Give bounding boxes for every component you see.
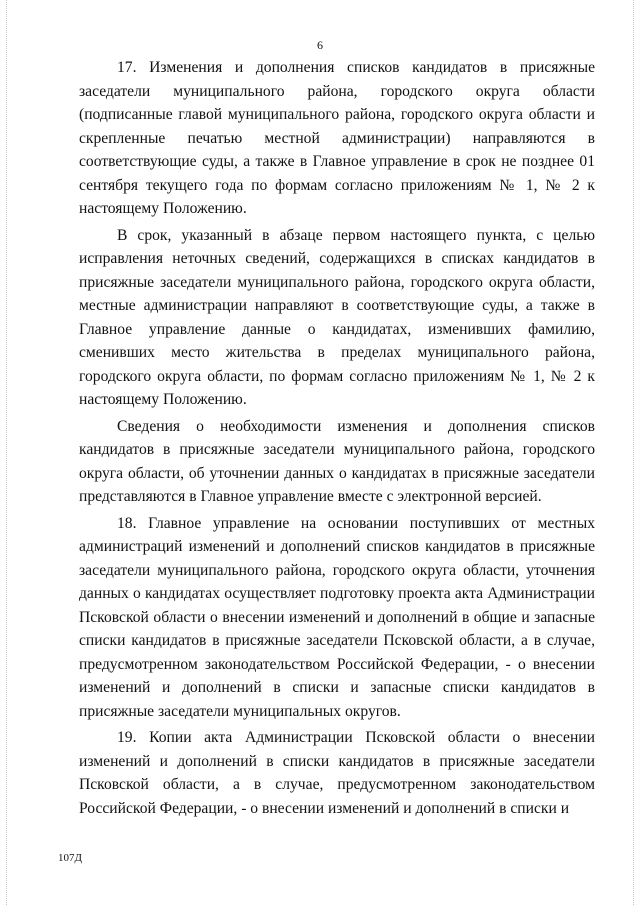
- left-margin-line: [6, 0, 7, 905]
- page-number: 6: [317, 38, 323, 52]
- paragraph-17-electronic-version: Сведения о необходимости изменения и дополнения списков кандидатов в присяжные заседатели муниципального района, городского округа области, об уточнении данных о кандидатах в присяжные заседатели представляются в Главное управление вместе с электронной версией.: [79, 417, 595, 505]
- document-body: [79, 56, 595, 823]
- footer-code: 107Д: [58, 852, 83, 864]
- paragraph-19: 19. Копии акта Администрации Псковской области о внесении изменений и дополнений в списки кандидатов в присяжные заседатели Псковской области, а в случае, предусмотренном законодательством Российской Федерации, - о внесении изменений и дополнений в списки и: [79, 729, 595, 817]
- paragraph-18: 18. Главное управление на основании поступивших от местных администраций изменений и дополнений списков кандидатов в присяжные заседатели муниципального района, городского округа области, уточнения данных о кандидатах осуществляет подготовку проекта акта Администрации Псковской области о внесении изменений и дополнений в общие и запасные списки кандидатов в присяжные заседатели Псковской области, а в случае, предусмотренном законодательством Российской Федерации, - о внесении изменений и дополнений в списки и запасные списки кандидатов в присяжные заседатели муниципальных округов.: [79, 514, 595, 720]
- right-margin-line: [633, 0, 634, 905]
- paragraph-17-deadline-corrections: В срок, указанный в абзаце первом настоящего пункта, с целью исправления неточных сведений, содержащихся в списках кандидатов в присяжные заседатели муниципального района, городского округа области, местные администрации направляют в соответствующие суды, а также в Главное управление данные о кандидатах, изменивших фамилию, сменивших место жительства в пределах муниципального района, городского округа области, по формам согласно приложениям № 1, № 2 к настоящему Положению.: [79, 226, 595, 408]
- paragraph-17: 17. Изменения и дополнения списков кандидатов в присяжные заседатели муниципального района, городского округа области (подписанные главой муниципального района, городского округа области и скрепленные печатью местной администрации) направляются в соответствующие суды, а также в Главное управление в срок не позднее 01 сентября текущего года по формам согласно приложениям № 1, № 2 к настоящему Положению.: [79, 59, 595, 217]
